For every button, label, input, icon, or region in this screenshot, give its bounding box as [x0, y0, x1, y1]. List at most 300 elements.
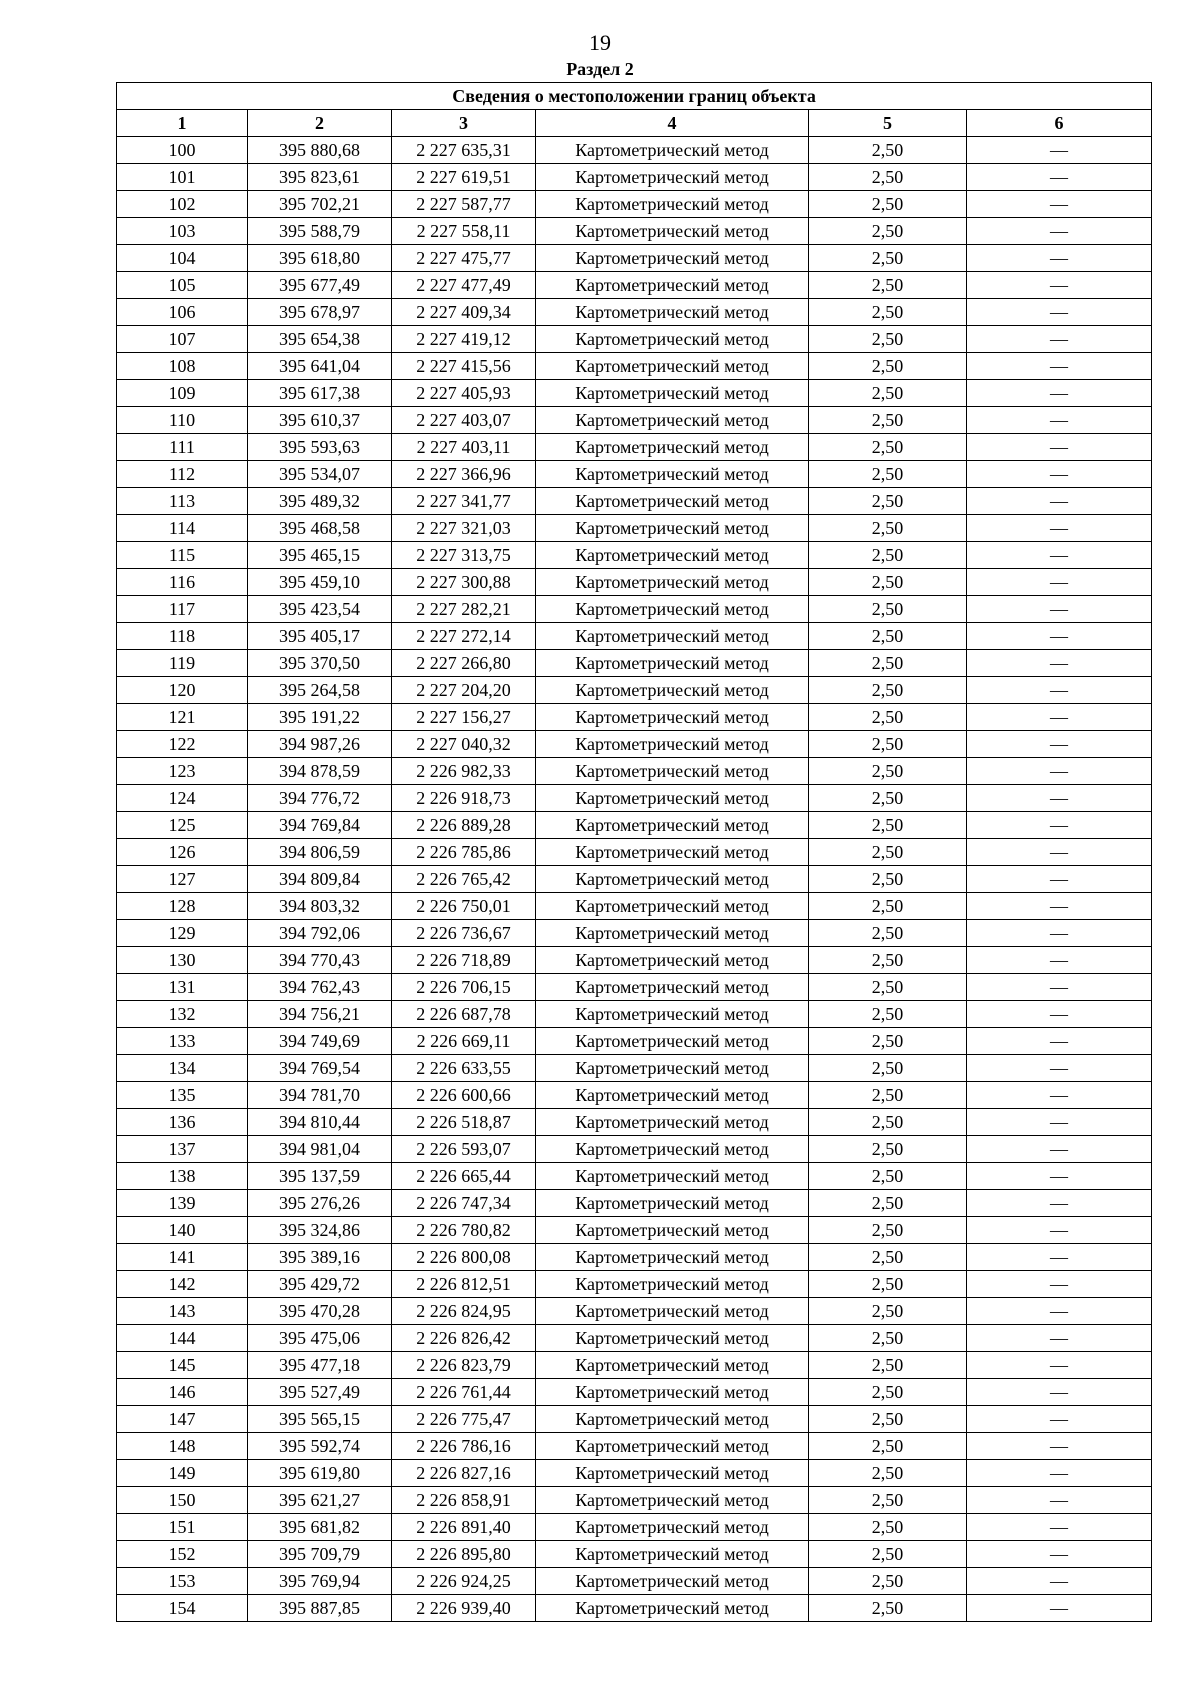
table-row	[117, 1082, 1152, 1109]
y-coordinate-cell: 2 226 889,28	[392, 812, 536, 839]
x-coordinate-cell: 395 470,28	[248, 1298, 392, 1325]
y-coordinate-cell: 2 227 419,12	[392, 326, 536, 353]
accuracy-cell: 2,50	[809, 1541, 967, 1568]
y-coordinate-cell: 2 227 587,77	[392, 191, 536, 218]
accuracy-cell: 2,50	[809, 812, 967, 839]
table-row	[117, 1028, 1152, 1055]
table-row	[117, 596, 1152, 623]
y-coordinate-cell: 2 226 939,40	[392, 1595, 536, 1622]
x-coordinate-cell: 394 769,54	[248, 1055, 392, 1082]
method-cell: Картометрический метод	[536, 1271, 809, 1298]
y-coordinate-cell: 2 226 736,67	[392, 920, 536, 947]
point-number-cell: 144	[117, 1325, 248, 1352]
x-coordinate-cell: 395 677,49	[248, 272, 392, 299]
table-row	[117, 461, 1152, 488]
accuracy-cell: 2,50	[809, 785, 967, 812]
point-number-cell: 150	[117, 1487, 248, 1514]
method-cell: Картометрический метод	[536, 839, 809, 866]
table-row	[117, 839, 1152, 866]
description-cell: —	[967, 434, 1152, 461]
x-coordinate-cell: 395 617,38	[248, 380, 392, 407]
method-cell: Картометрический метод	[536, 1325, 809, 1352]
table-row	[117, 1190, 1152, 1217]
method-cell: Картометрический метод	[536, 1568, 809, 1595]
point-number-cell: 107	[117, 326, 248, 353]
y-coordinate-cell: 2 226 593,07	[392, 1136, 536, 1163]
method-cell: Картометрический метод	[536, 623, 809, 650]
y-coordinate-cell: 2 226 826,42	[392, 1325, 536, 1352]
point-number-cell: 138	[117, 1163, 248, 1190]
description-cell: —	[967, 677, 1152, 704]
point-number-cell: 124	[117, 785, 248, 812]
accuracy-cell: 2,50	[809, 380, 967, 407]
description-cell: —	[967, 1514, 1152, 1541]
accuracy-cell: 2,50	[809, 1433, 967, 1460]
accuracy-cell: 2,50	[809, 1325, 967, 1352]
accuracy-cell: 2,50	[809, 434, 967, 461]
table-row	[117, 515, 1152, 542]
table-row	[117, 137, 1152, 164]
accuracy-cell: 2,50	[809, 677, 967, 704]
y-coordinate-cell: 2 227 415,56	[392, 353, 536, 380]
point-number-cell: 119	[117, 650, 248, 677]
y-coordinate-cell: 2 227 321,03	[392, 515, 536, 542]
y-coordinate-cell: 2 227 635,31	[392, 137, 536, 164]
x-coordinate-cell: 395 475,06	[248, 1325, 392, 1352]
method-cell: Картометрический метод	[536, 785, 809, 812]
table-row	[117, 245, 1152, 272]
y-coordinate-cell: 2 227 558,11	[392, 218, 536, 245]
point-number-cell: 139	[117, 1190, 248, 1217]
accuracy-cell: 2,50	[809, 272, 967, 299]
description-cell: —	[967, 1163, 1152, 1190]
point-number-cell: 151	[117, 1514, 248, 1541]
x-coordinate-cell: 395 370,50	[248, 650, 392, 677]
accuracy-cell: 2,50	[809, 650, 967, 677]
description-cell: —	[967, 839, 1152, 866]
accuracy-cell: 2,50	[809, 137, 967, 164]
method-cell: Картометрический метод	[536, 299, 809, 326]
method-cell: Картометрический метод	[536, 137, 809, 164]
point-number-cell: 100	[117, 137, 248, 164]
accuracy-cell: 2,50	[809, 1271, 967, 1298]
description-cell: —	[967, 191, 1152, 218]
point-number-cell: 145	[117, 1352, 248, 1379]
column-number-5: 5	[809, 110, 967, 137]
table-row	[117, 299, 1152, 326]
table-row	[117, 812, 1152, 839]
description-cell: —	[967, 1109, 1152, 1136]
description-cell: —	[967, 1352, 1152, 1379]
point-number-cell: 127	[117, 866, 248, 893]
method-cell: Картометрический метод	[536, 1190, 809, 1217]
point-number-cell: 105	[117, 272, 248, 299]
y-coordinate-cell: 2 227 409,34	[392, 299, 536, 326]
y-coordinate-cell: 2 226 775,47	[392, 1406, 536, 1433]
accuracy-cell: 2,50	[809, 623, 967, 650]
table-row	[117, 353, 1152, 380]
description-cell: —	[967, 272, 1152, 299]
x-coordinate-cell: 395 191,22	[248, 704, 392, 731]
table-row	[117, 650, 1152, 677]
point-number-cell: 154	[117, 1595, 248, 1622]
description-cell: —	[967, 1217, 1152, 1244]
y-coordinate-cell: 2 226 761,44	[392, 1379, 536, 1406]
x-coordinate-cell: 395 592,74	[248, 1433, 392, 1460]
method-cell: Картометрический метод	[536, 677, 809, 704]
y-coordinate-cell: 2 227 300,88	[392, 569, 536, 596]
description-cell: —	[967, 1433, 1152, 1460]
description-cell: —	[967, 1055, 1152, 1082]
point-number-cell: 133	[117, 1028, 248, 1055]
method-cell: Картометрический метод	[536, 1379, 809, 1406]
accuracy-cell: 2,50	[809, 1163, 967, 1190]
description-cell: —	[967, 1244, 1152, 1271]
accuracy-cell: 2,50	[809, 1244, 967, 1271]
y-coordinate-cell: 2 226 891,40	[392, 1514, 536, 1541]
description-cell: —	[967, 1379, 1152, 1406]
table-row	[117, 380, 1152, 407]
method-cell: Картометрический метод	[536, 1298, 809, 1325]
method-cell: Картометрический метод	[536, 1163, 809, 1190]
description-cell: —	[967, 866, 1152, 893]
table-row	[117, 218, 1152, 245]
table-row	[117, 623, 1152, 650]
method-cell: Картометрический метод	[536, 758, 809, 785]
accuracy-cell: 2,50	[809, 974, 967, 1001]
description-cell: —	[967, 974, 1152, 1001]
y-coordinate-cell: 2 226 706,15	[392, 974, 536, 1001]
x-coordinate-cell: 395 389,16	[248, 1244, 392, 1271]
table-row	[117, 1406, 1152, 1433]
method-cell: Картометрический метод	[536, 596, 809, 623]
y-coordinate-cell: 2 226 982,33	[392, 758, 536, 785]
point-number-cell: 149	[117, 1460, 248, 1487]
table-row	[117, 1163, 1152, 1190]
table-row	[117, 1001, 1152, 1028]
description-cell: —	[967, 1082, 1152, 1109]
column-number-2: 2	[248, 110, 392, 137]
accuracy-cell: 2,50	[809, 569, 967, 596]
accuracy-cell: 2,50	[809, 191, 967, 218]
accuracy-cell: 2,50	[809, 1595, 967, 1622]
description-cell: —	[967, 704, 1152, 731]
point-number-cell: 126	[117, 839, 248, 866]
accuracy-cell: 2,50	[809, 326, 967, 353]
point-number-cell: 123	[117, 758, 248, 785]
y-coordinate-cell: 2 226 918,73	[392, 785, 536, 812]
description-cell: —	[967, 1136, 1152, 1163]
x-coordinate-cell: 395 593,63	[248, 434, 392, 461]
description-cell: —	[967, 812, 1152, 839]
y-coordinate-cell: 2 226 812,51	[392, 1271, 536, 1298]
y-coordinate-cell: 2 226 824,95	[392, 1298, 536, 1325]
x-coordinate-cell: 395 423,54	[248, 596, 392, 623]
table-row	[117, 1352, 1152, 1379]
table-row	[117, 974, 1152, 1001]
method-cell: Картометрический метод	[536, 1082, 809, 1109]
x-coordinate-cell: 395 137,59	[248, 1163, 392, 1190]
y-coordinate-cell: 2 227 477,49	[392, 272, 536, 299]
table-row	[117, 1217, 1152, 1244]
method-cell: Картометрический метод	[536, 461, 809, 488]
accuracy-cell: 2,50	[809, 164, 967, 191]
description-cell: —	[967, 893, 1152, 920]
y-coordinate-cell: 2 227 204,20	[392, 677, 536, 704]
page-number: 19	[589, 30, 611, 55]
accuracy-cell: 2,50	[809, 947, 967, 974]
method-cell: Картометрический метод	[536, 1055, 809, 1082]
y-coordinate-cell: 2 226 518,87	[392, 1109, 536, 1136]
x-coordinate-cell: 395 681,82	[248, 1514, 392, 1541]
x-coordinate-cell: 395 429,72	[248, 1271, 392, 1298]
accuracy-cell: 2,50	[809, 1487, 967, 1514]
table-row	[117, 1487, 1152, 1514]
point-number-cell: 152	[117, 1541, 248, 1568]
y-coordinate-cell: 2 226 687,78	[392, 1001, 536, 1028]
point-number-cell: 135	[117, 1082, 248, 1109]
table-row	[117, 920, 1152, 947]
column-number-4: 4	[536, 110, 809, 137]
accuracy-cell: 2,50	[809, 1298, 967, 1325]
point-number-cell: 137	[117, 1136, 248, 1163]
table-row	[117, 731, 1152, 758]
accuracy-cell: 2,50	[809, 1460, 967, 1487]
y-coordinate-cell: 2 227 272,14	[392, 623, 536, 650]
point-number-cell: 116	[117, 569, 248, 596]
accuracy-cell: 2,50	[809, 1352, 967, 1379]
point-number-cell: 115	[117, 542, 248, 569]
accuracy-cell: 2,50	[809, 1136, 967, 1163]
x-coordinate-cell: 395 489,32	[248, 488, 392, 515]
method-cell: Картометрический метод	[536, 245, 809, 272]
method-cell: Картометрический метод	[536, 1001, 809, 1028]
table-row	[117, 569, 1152, 596]
y-coordinate-cell: 2 226 858,91	[392, 1487, 536, 1514]
description-cell: —	[967, 623, 1152, 650]
accuracy-cell: 2,50	[809, 353, 967, 380]
method-cell: Картометрический метод	[536, 650, 809, 677]
point-number-cell: 132	[117, 1001, 248, 1028]
point-number-cell: 148	[117, 1433, 248, 1460]
table-row	[117, 191, 1152, 218]
point-number-cell: 141	[117, 1244, 248, 1271]
point-number-cell: 120	[117, 677, 248, 704]
table-row	[117, 164, 1152, 191]
description-cell: —	[967, 1298, 1152, 1325]
y-coordinate-cell: 2 227 475,77	[392, 245, 536, 272]
y-coordinate-cell: 2 227 266,80	[392, 650, 536, 677]
table-row	[117, 785, 1152, 812]
x-coordinate-cell: 395 880,68	[248, 137, 392, 164]
method-cell: Картометрический метод	[536, 407, 809, 434]
point-number-cell: 111	[117, 434, 248, 461]
point-number-cell: 136	[117, 1109, 248, 1136]
table-row	[117, 326, 1152, 353]
y-coordinate-cell: 2 226 747,34	[392, 1190, 536, 1217]
y-coordinate-cell: 2 226 780,82	[392, 1217, 536, 1244]
table-row	[117, 704, 1152, 731]
description-cell: —	[967, 1406, 1152, 1433]
description-cell: —	[967, 1568, 1152, 1595]
y-coordinate-cell: 2 227 405,93	[392, 380, 536, 407]
point-number-cell: 114	[117, 515, 248, 542]
accuracy-cell: 2,50	[809, 839, 967, 866]
method-cell: Картометрический метод	[536, 893, 809, 920]
y-coordinate-cell: 2 227 040,32	[392, 731, 536, 758]
table-row	[117, 1136, 1152, 1163]
x-coordinate-cell: 395 405,17	[248, 623, 392, 650]
point-number-cell: 118	[117, 623, 248, 650]
description-cell: —	[967, 137, 1152, 164]
method-cell: Картометрический метод	[536, 326, 809, 353]
x-coordinate-cell: 395 678,97	[248, 299, 392, 326]
y-coordinate-cell: 2 226 633,55	[392, 1055, 536, 1082]
point-number-cell: 101	[117, 164, 248, 191]
x-coordinate-cell: 394 810,44	[248, 1109, 392, 1136]
description-cell: —	[967, 596, 1152, 623]
description-cell: —	[967, 407, 1152, 434]
table-row	[117, 947, 1152, 974]
method-cell: Картометрический метод	[536, 569, 809, 596]
table-row	[117, 1325, 1152, 1352]
method-cell: Картометрический метод	[536, 272, 809, 299]
x-coordinate-cell: 395 276,26	[248, 1190, 392, 1217]
description-cell: —	[967, 1487, 1152, 1514]
y-coordinate-cell: 2 227 156,27	[392, 704, 536, 731]
x-coordinate-cell: 394 792,06	[248, 920, 392, 947]
accuracy-cell: 2,50	[809, 920, 967, 947]
y-coordinate-cell: 2 226 823,79	[392, 1352, 536, 1379]
point-number-cell: 102	[117, 191, 248, 218]
x-coordinate-cell: 395 324,86	[248, 1217, 392, 1244]
method-cell: Картометрический метод	[536, 1487, 809, 1514]
x-coordinate-cell: 395 534,07	[248, 461, 392, 488]
description-cell: —	[967, 488, 1152, 515]
x-coordinate-cell: 394 749,69	[248, 1028, 392, 1055]
method-cell: Картометрический метод	[536, 191, 809, 218]
point-number-cell: 122	[117, 731, 248, 758]
table-row	[117, 1568, 1152, 1595]
x-coordinate-cell: 395 702,21	[248, 191, 392, 218]
y-coordinate-cell: 2 227 403,11	[392, 434, 536, 461]
accuracy-cell: 2,50	[809, 407, 967, 434]
table-row	[117, 1433, 1152, 1460]
y-coordinate-cell: 2 226 786,16	[392, 1433, 536, 1460]
table-row	[117, 677, 1152, 704]
x-coordinate-cell: 394 809,84	[248, 866, 392, 893]
table-row	[117, 434, 1152, 461]
point-number-cell: 142	[117, 1271, 248, 1298]
method-cell: Картометрический метод	[536, 353, 809, 380]
description-cell: —	[967, 1325, 1152, 1352]
column-number-row	[117, 110, 1152, 137]
description-cell: —	[967, 515, 1152, 542]
y-coordinate-cell: 2 227 341,77	[392, 488, 536, 515]
method-cell: Картометрический метод	[536, 1595, 809, 1622]
method-cell: Картометрический метод	[536, 704, 809, 731]
table-row	[117, 1595, 1152, 1622]
table-row	[117, 866, 1152, 893]
y-coordinate-cell: 2 226 600,66	[392, 1082, 536, 1109]
description-cell: —	[967, 542, 1152, 569]
accuracy-cell: 2,50	[809, 893, 967, 920]
accuracy-cell: 2,50	[809, 1055, 967, 1082]
method-cell: Картометрический метод	[536, 1109, 809, 1136]
method-cell: Картометрический метод	[536, 920, 809, 947]
table-caption-row	[117, 83, 1152, 110]
description-cell: —	[967, 380, 1152, 407]
description-cell: —	[967, 731, 1152, 758]
method-cell: Картометрический метод	[536, 380, 809, 407]
y-coordinate-cell: 2 226 750,01	[392, 893, 536, 920]
table-row	[117, 272, 1152, 299]
point-number-cell: 104	[117, 245, 248, 272]
accuracy-cell: 2,50	[809, 1217, 967, 1244]
x-coordinate-cell: 394 878,59	[248, 758, 392, 785]
point-number-cell: 131	[117, 974, 248, 1001]
section-title: Раздел 2	[566, 59, 634, 79]
method-cell: Картометрический метод	[536, 1028, 809, 1055]
description-cell: —	[967, 461, 1152, 488]
x-coordinate-cell: 395 769,94	[248, 1568, 392, 1595]
x-coordinate-cell: 395 887,85	[248, 1595, 392, 1622]
accuracy-cell: 2,50	[809, 1001, 967, 1028]
method-cell: Картометрический метод	[536, 812, 809, 839]
description-cell: —	[967, 947, 1152, 974]
description-cell: —	[967, 1028, 1152, 1055]
method-cell: Картометрический метод	[536, 866, 809, 893]
table-row	[117, 1541, 1152, 1568]
description-cell: —	[967, 326, 1152, 353]
point-number-cell: 106	[117, 299, 248, 326]
x-coordinate-cell: 395 477,18	[248, 1352, 392, 1379]
accuracy-cell: 2,50	[809, 1406, 967, 1433]
point-number-cell: 153	[117, 1568, 248, 1595]
accuracy-cell: 2,50	[809, 596, 967, 623]
x-coordinate-cell: 395 621,27	[248, 1487, 392, 1514]
accuracy-cell: 2,50	[809, 1082, 967, 1109]
method-cell: Картометрический метод	[536, 974, 809, 1001]
description-cell: —	[967, 650, 1152, 677]
accuracy-cell: 2,50	[809, 1379, 967, 1406]
method-cell: Картометрический метод	[536, 1352, 809, 1379]
column-number-3: 3	[392, 110, 536, 137]
method-cell: Картометрический метод	[536, 1244, 809, 1271]
point-number-cell: 112	[117, 461, 248, 488]
accuracy-cell: 2,50	[809, 1190, 967, 1217]
method-cell: Картометрический метод	[536, 731, 809, 758]
method-cell: Картометрический метод	[536, 1433, 809, 1460]
point-number-cell: 109	[117, 380, 248, 407]
description-cell: —	[967, 758, 1152, 785]
x-coordinate-cell: 394 756,21	[248, 1001, 392, 1028]
description-cell: —	[967, 299, 1152, 326]
y-coordinate-cell: 2 226 827,16	[392, 1460, 536, 1487]
method-cell: Картометрический метод	[536, 1136, 809, 1163]
point-number-cell: 129	[117, 920, 248, 947]
table-caption: Сведения о местоположении границ объекта	[117, 83, 1152, 110]
accuracy-cell: 2,50	[809, 1514, 967, 1541]
accuracy-cell: 2,50	[809, 515, 967, 542]
y-coordinate-cell: 2 226 800,08	[392, 1244, 536, 1271]
accuracy-cell: 2,50	[809, 758, 967, 785]
accuracy-cell: 2,50	[809, 866, 967, 893]
x-coordinate-cell: 395 654,38	[248, 326, 392, 353]
accuracy-cell: 2,50	[809, 1568, 967, 1595]
method-cell: Картометрический метод	[536, 1217, 809, 1244]
x-coordinate-cell: 395 264,58	[248, 677, 392, 704]
